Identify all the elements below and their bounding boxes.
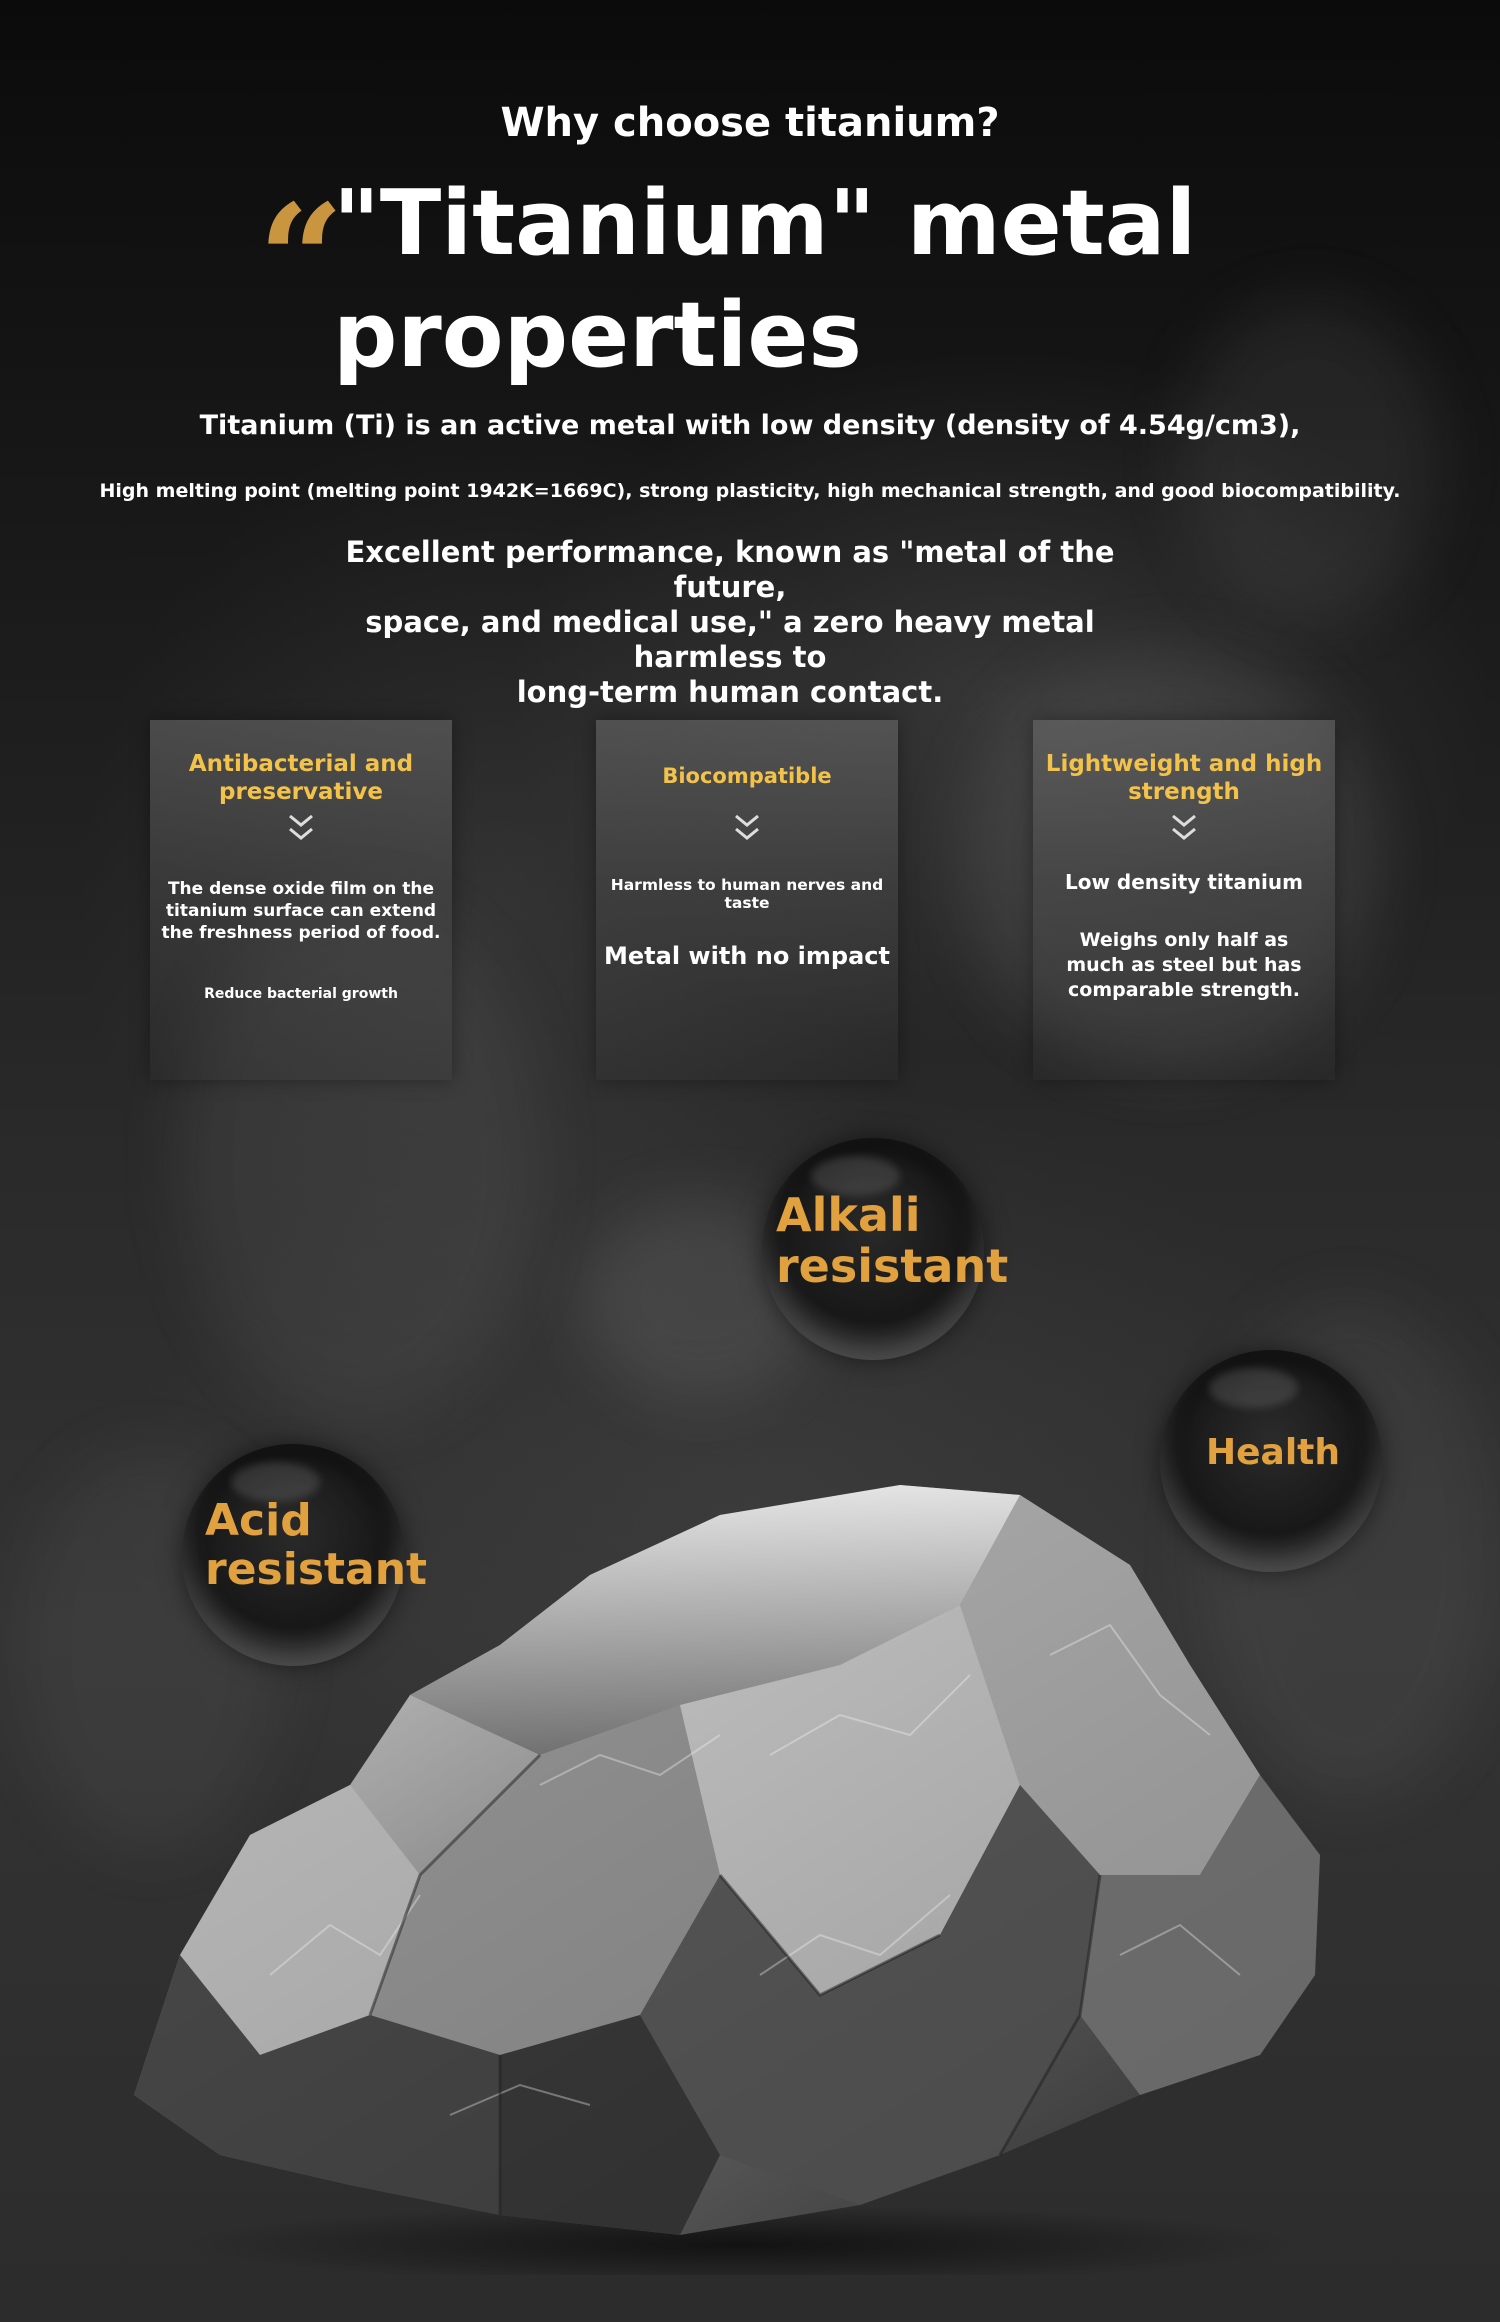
bubble-label-line: Acid bbox=[205, 1495, 312, 1546]
card-description: Low density titanium bbox=[1064, 870, 1303, 894]
page-title bbox=[333, 168, 1233, 392]
card-line: titanium surface can extend bbox=[165, 901, 437, 921]
title-line: "Titanium" metal bbox=[333, 171, 1197, 276]
double-chevron-down-icon bbox=[1169, 812, 1199, 846]
intro-performance bbox=[290, 535, 1170, 710]
intro-melting-point: High melting point (melting point 1942K=1669C), strong plasticity, high mechanical strength, and good biocompatibility. bbox=[99, 480, 1401, 502]
card-title-line: Antibacterial and bbox=[188, 751, 414, 777]
feature-card-lightweight bbox=[1033, 720, 1335, 1080]
card-note: Metal with no impact bbox=[604, 942, 890, 970]
card-line: comparable strength. bbox=[1068, 979, 1300, 1001]
double-chevron-down-icon bbox=[732, 812, 762, 846]
card-title: Biocompatible bbox=[662, 764, 832, 788]
card-line: The dense oxide film on the bbox=[167, 879, 435, 899]
card-description bbox=[158, 878, 444, 944]
intro-density: Titanium (Ti) is an active metal with low density (density of 4.54g/cm3), bbox=[199, 410, 1301, 441]
card-line: much as steel but has bbox=[1066, 954, 1302, 976]
bubble-label-alkali bbox=[776, 1190, 1008, 1292]
feature-card-antibacterial bbox=[150, 720, 452, 1080]
quote-mark-icon: “ bbox=[258, 172, 345, 348]
card-title-line: Lightweight and high bbox=[1045, 751, 1323, 777]
card-line: the freshness period of food. bbox=[161, 923, 441, 943]
feature-card-biocompatible bbox=[596, 720, 898, 1080]
card-title bbox=[1043, 750, 1325, 806]
card-title-line: preservative bbox=[218, 779, 384, 805]
card-title bbox=[160, 750, 442, 806]
intro-line: long-term human contact. bbox=[516, 675, 944, 709]
kicker-heading: Why choose titanium? bbox=[500, 100, 1000, 146]
card-description: Harmless to human nerves and taste bbox=[610, 876, 884, 912]
intro-line: Excellent performance, known as "metal of the future, bbox=[345, 535, 1115, 604]
card-note bbox=[1041, 928, 1327, 1003]
bubble-label-line: resistant bbox=[776, 1239, 1009, 1293]
titanium-ore-rock bbox=[120, 1455, 1340, 2275]
card-line: Weighs only half as bbox=[1079, 929, 1289, 951]
bubble-label-health: Health bbox=[1206, 1432, 1341, 1473]
card-title-line: strength bbox=[1128, 779, 1240, 805]
card-note: Reduce bacterial growth bbox=[204, 986, 398, 1002]
double-chevron-down-icon bbox=[286, 812, 316, 846]
title-line: properties bbox=[333, 283, 862, 388]
bubble-label-line: Alkali bbox=[776, 1188, 921, 1242]
intro-line: space, and medical use," a zero heavy metal harmless to bbox=[365, 605, 1095, 674]
bubble-label-line: resistant bbox=[205, 1544, 428, 1595]
